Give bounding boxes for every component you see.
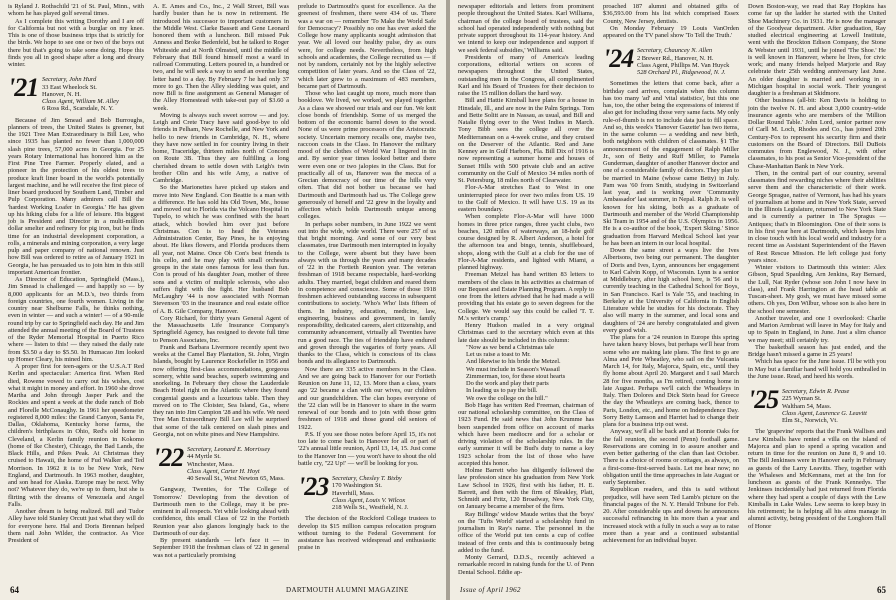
paragraph: Bill and Hattie Kimball have plans for a house in Hinsdale, Ill., and are now in the Palm Springs. Tom and Bette Solitt are in Nassau, as usual, and Bill and Natalie flying over to the West Indies in March. Tony Bibb sees the college all over the Mediterranean on a 4-week cruise, and they cruised on the Deserver of the Atlantic. Red and Jane Kenney are in Gulf Harbors, Fla. Bill Dix of 1916 is now representing a summer home and houses of Sunset Hills with 500 private club and an active community on the Gulf of Mexico 34 miles north of St. Petersburg, 18 miles north of Clearwater. [458, 97, 594, 184]
officer-line: Class Agent, Phillips M. Van Huyck [637, 61, 730, 69]
officer-line: Waltham 54, Mass. [782, 402, 832, 410]
paragraph: The basketball season has just ended, and the Bridge hasn't missed a game in 25 years! [748, 343, 886, 358]
class-officers [187, 446, 285, 482]
officer-line: Haverhill, Mass. [332, 489, 375, 497]
paragraph: A proper first for teen-agers or the U.S.A.T Red Kerlin and spectacular: America first. When Red died, Rowene vowed to carry out his wishes, cost what it might in money and effort. In 1960 she drove Martha and John through Jasper Park and the Rockies and spent a week at the dude ranch of Bob and Florelle McConaughy. In 1961 her speedometer registered 8,000 miles: the Grand Canyon, Santa Fe, Dallas, Oklahoma, Kentucky horse farms, the children's birthplaces in Ohio, Red's old home in Cleveland, a Kerlin family reunion in Kokomo (home of Ike Chester), Chicago, the Bad Lands, the Black Hills, and Pikes Peak. At Christmas they cruised to Hawaii, the home of Fud Walker and Ted Morrison. In 1962 it is to be New York, New England, and Dartmouth. In 1963 mother, daughter, and son head for Alaska. Europe may be next. Why not? Whatever they do, we're up to them, but she is flirting with the dreams of Venezuela and Angel Falls. [8, 363, 144, 508]
class-heading [153, 443, 289, 482]
paragraph: Because of Jim Smead and Bob Burroughs, planners of trees, the United States is greener, but the 1921 Tree Man Extraordinary is Bill Lee, who since 1935 has planted no fewer than 1,000,000 slash pine trees, 57,000 acres in Georgia. For 25 years Rotary International has honored him as the First Pine Tree Farmer. Properly elated, and a pioneer in the protection of his oldest trees to produce kraft liner board in the world's potentially largest machine, and he will receive the first piece of liner board produced by Southern Land, Timber and Pulp Corporation. Many admirers call Bill the 'hardest Working Loafer in Georgia.' He has given up his hiking clubs for a life of leisure. His biggest job is President and Director in a multi-million dollar smelter and refinery for pig iron, but he finds time for an industrial development corporation, a rolls, a minerals and mining corporation, a very large pulp and paper company of national renown. Just how Bill was ordered to retire as of January 1921 in Georgia, he has persuaded us to join him in this still important American frontier. [8, 116, 144, 276]
paragraph: By present standards — let's face it — in September 1918 the freshman class of '22 in general was not a particularly promising [153, 537, 289, 559]
officer-line: Class Agent, Louis V. Wilcox [332, 496, 406, 504]
class-year: '22 [153, 443, 184, 472]
right-page [450, 0, 896, 600]
class-officers [637, 47, 729, 76]
right-column-2 [603, 3, 739, 559]
paragraph: Flor-A-Mar stretches East to West in one uninterrupted piece for over two miles from US. 19 to the Gulf of Mexico. It will have U.S. 19 as its eastern boundary. [458, 184, 594, 213]
paragraph: The 'grapevine' reports that the Frank Wallises and Lew Kimballs have rented a villa on the island of Majorca and plan to spend a spring vacation and return in time for the reunion on June 8, 9 and 10. The Bill Jenkinses were in Hanover early in February as guests of the Larry Leavitts. They, together with the Whaleses and McKennans, met at the Inn for luncheon as guests of the Frank Kennedys. The Jenkinses incidentally had just returned from Florida where they had spent a couple of days with the Lew Kimballs in Lake Wales. Lew seems to keep busy in his retirement; he is helping all his aims manage in alumni activity, being president of the Longhorn Hall of Honor [748, 428, 886, 530]
left-column-1 [8, 3, 144, 559]
paragraph: Other business (all-bit: Ken Davis is holding to join the twelve N. H. and about 3,000 country-wide insurance agents who are members of the 'Million Dollar Round Table.' John Lord, senior partner now of Carll M. Loch, Rhodes and Co., has joined 20th Century-Fox to represent his security firm and their customers on the Board of Directors. Bill DuBois commutes from Englewood, N. J., with other classmates, to his post as Senior Vice-president of the Chase-Manhattan Bank in New York. [748, 97, 886, 170]
paragraph: proached 187 alumni and obtained gifts of $36,593.00 from his list which comprised Essex County, New Jersey, dentists. [603, 3, 739, 25]
officer-line: Elm St., Norwich, Vt. [782, 417, 838, 424]
paragraph: Republican readers, and this is said without prejudice, will have seen Ted Lamb's picture on the financial pages of the N. Y. Herald Tribune for Feb. 20. After considerable ups and downs he announces successful refinancing in his more than a year and increased stock with a fully in such a way as to raise more than a year and a continued substantial achievement for an individual buyer. [603, 486, 739, 544]
class-officers [782, 388, 867, 424]
officer-line: 44 Myrtle St. [187, 453, 221, 461]
paragraph: Holme Barrett who has diligently followed the law profession since his graduation from New York Law School in 1926, first with his father, H. E. Barrett, and then with the firm of Bleakley, Platt, Schmidt and Fritz, 120 Broadway, New York City, on January became a member of the firm. [458, 467, 594, 511]
paragraph: Then, in the central part of our country, several classmates find rewarding niches where their abilities serve them and the characteristic of their work. George Sprague, native of Vermont, has had his years of journalism at home and in New York State, served in the Illinois Legislature, returned to New York State and is currently a partner in The Spragus — Antiques; that's in Bloomington. One of their sons is in his first year here at Dartmouth, which keeps him in close touch with his local world and industry for a recent time as Assistant Superintendent of the Haven of Rest Rescue Mission. He left college just forty years since. [748, 169, 886, 264]
officer-line: Secretary, Chesley T. Bixby [332, 475, 402, 482]
officer-line: Winchester, Mass. [187, 460, 234, 468]
officer-line: Class Agent, Carter H. Hoyt [187, 467, 260, 475]
officer-line: Secretary, Chauncey N. Allen [637, 47, 713, 55]
paragraph: Now there are 335 active members in the Class. And we are going back to Hanover for our Fortieth Reunion on June 11, 12, 13. More than a class, years ago '22 became a clan with our wives, our children and our grandchildren. The clan hopes everyone of the '22 clan will be in Hanover to share in the warm renewal of our bonds and to join with those grim freshmen of 1918 and those grand old seniors of 1922. [298, 365, 436, 431]
verse: "Now as we bend a Christmas tale Let us raise a toast to Mr. And likewise to his bride the Metzel. We must include in Season's Wassail Zimmerman, too, for these stout hearts Do the work and play their parts In leading us to pay the bill. We owe the college on the hill." [466, 343, 566, 402]
paragraph: As Director of Education, Springfield (Mass.), Jim Smead is challenged — and happily so — by 8,000 applicants for an M.D.'s, two thirds from foreign countries, one fourth women. Living in the country near Shelburne Falls, he thinks nothing, even in winter — and such a winter! — of a 90-mile round trip by car to Springfield each day. He and Jim attended the annual meeting of the Board of Trustees of the Ryder Memorial Hospital in Puerto Rico where — listen to this! — they raised the daily rate from $3.50 a day to $5.50. In Humacao Jim looked up Homer Cleary, his mined him. [8, 276, 144, 363]
paragraph: Down Boston-way, we read that Ray Hopkins has come far up the ladder he started with the United Shoe Machinery Co. in 1931. He is now the manager of the Goodyear department. After graduation, Ray studied electrical engineering at Lowell Institute, went with the Brockton Edison Company, the Stone & Webster until 1931, until he joined 'The Shoe.' He is well known in Hanover, where he lives, for civic work; and many friends helped Marjorie and Ray celebrate their 25th wedding anniversary last June. An older daughter is married and working in a Michigan hospital in social work. Their youngest daughter is a freshman at Skidmore. [748, 3, 886, 97]
class-year: '21 [8, 73, 39, 103]
left-page [0, 0, 446, 600]
class-heading [748, 385, 886, 424]
officer-line: 6 Ross Rd., Scarsdale, N. Y. [42, 105, 114, 113]
officer-line: Class Agent, William M. Alley [42, 98, 119, 105]
paragraph: P.S. If you see those notes before April 15, it's not too late to come back to Hanover for all or part of '22's annual little reunion, April 13, 14, 15. Just come to the Hanover Inn — you won't have to shout the old battle cry, ''22 Up!' — we'll be looking for you. [298, 430, 436, 467]
left-column-3 [298, 3, 436, 559]
paragraph: Monty Gerrard, D.D.S., recently achieved a remarkable record in raising funds for the U. of Penn Dental School. Eddie ap- [458, 554, 594, 576]
right-column-1 [458, 3, 594, 576]
officer-line: 225 Wyman St. [782, 395, 822, 403]
officer-line: 170 Washington St. [332, 482, 382, 490]
paragraph: Anyway, we'll all be back and at Bonnie Oaks for the fall reunion, the second (Penn) football game. Reservations are coming in to assure another and even better gathering of the clan than last October. There is a choice of rooms or cottages, as always, on a first-come-first-served basis. Let me hear now; no obligation until the time approaches in late August or early September. [603, 428, 739, 486]
paragraph: The plans for a '24 reunion in Europe this spring have taken heavy blows, but perhaps we'll hear from some who are making late plans. The first to go are Alma and Pete Wheatley, who sail on the Vulcania March 14, for Italy, Majorca, Spain, etc., until they fly home about April 20. Margaret and I sail March 28 for five months, as I'm retired, coming home in late August. Perhaps we'll catch the Wheatleys in Italy. Then Dolores and Dick Stein head for Greece the day the Wheatleys are coming back, thence to Paris, London, etc., and home on Independence Day. Sorry Betty Lamson and Harriet had to change their plans for a business trip out west. [603, 334, 739, 428]
officer-line: 218 Wells St., Westfield, N. J. [332, 504, 409, 511]
paragraph: newspaper editorials and letters from prominent people throughout the United States. Karl Williams, chairman of the college board of trustees, said the school had operated independently with nothing but private support throughout its 114-year history. And we intend to keep our independence and support if we seek federal subsidies,' Williams said. [458, 3, 594, 54]
paragraph: Henry Hudson mailed in a very original Christmas card to the secretary which even at this late date should be included in this column: [458, 322, 594, 344]
paragraph: Presidents of many of America's leading corporations, editorial writers on scores of newspapers throughout the United States, outstanding men in the Congress, all complimented Karl and his Board of Trustees for their decision to raise the 15 million dollars the hard way. [458, 53, 594, 97]
class-year: '25 [748, 385, 779, 414]
footer-issue-date: Issue of April 1962 [460, 586, 521, 594]
paragraph: The decision of the Rockford College trustees to develop its $15 million campus relocation program without turning to the Federal Government for assistance has received widespread and enthusiastic praise in [298, 515, 436, 552]
paragraph: Those who last caught up more, much more than booklove. We lived, we worked, we played together. As a class we showed our trials and our fun. We knit close bonds of friendship. Some of us merged the bottom of the economic barrel down to the wood. None of us were prime processors of the Aristocratic society. Uncertain memory recalls one, maybe two, raccoon coats in the Class. In Hanover the military mood of the clothes of World War I lingered in tin and. By senior year times looked better and there were even one or two jalopies in the Class. But for practically all of us, Hanover was the mecca of a Grecian democracy of our time of the hills very often. That did not bother us because we had Dartmouth and Dartmouth had us. The College grew generously of herself and '22 grew in the loyalty and affection which holds Dartmouth unique among colleges. [298, 90, 436, 221]
class-heading [603, 44, 739, 76]
paragraph: Freeman Metzel has hand written 83 letters to members of the class in his activities as chairman of our Bequest and Estate Planning Program. A reply to one from the letters advised that he had made a will providing that his estate go to seven degrees for the College. We would say this could be called 'T. T. M.'s writer's cramp.' [458, 271, 594, 322]
paragraph: Bob Hage has written Red Freeman, chairman of our national scholarship committee, on the Class of 1923 Fund. He said news that John Krumme has been suspended from office on account of marks which have been mediocre and for a scholar or driving violation of the scholarship rules. In the early summer it will be Bud's duty to name a key 1923 scholar from the list of those who have accepted this honor. [458, 401, 594, 467]
paragraph: When complete Flor-A-Mar will have 1000 homes in three price ranges, three yacht clubs, two beaches, 120 miles of waterways, an 18-hole golf course designed by R. Albert Anderson, a hotel for the afternoon tea and bingo, tennis, shuffleboard, shops, along with the Gulf at a club for the use of Flor-A-Mar residents, and lighted with Miami, a planned highway. [458, 213, 594, 271]
paragraph: Cory Richard, for thirty years General Agent of the Massachusetts Life Insurance Company's Springfield Agency, has resigned to devote full time to Penson Associates, Inc. [153, 314, 289, 344]
paragraph: Winter visitors to Dartmouth this winter: Alex Gibson, Spud Spaulding, Arn Jenkins, Ray Bernard, the Lull, Nat Ryder (whose son John I now have in class), and Frank Harrington at the head table at Tuscan-sheet. My gosh, we must have missed some others. Oh yes, Don Wilbur, whose son is also here in the school one semester. [748, 264, 886, 315]
paragraph: So the Marionettes have picked up stakes and move into New England. Con Beattie is a man with a difference. He has sold his Old Town, Me., house and moved out to Florida via the Volcano Hospital in Tupelo, to which he was confined with the heart attack, which bowled him over just before Christmas. Con is to head the Veterans Administration Center, Bay Pines, he is enjoying about. He likes flowers, and Florida produces them all year, not Maine. Once Ob Con's best friends is his cello, and he may play with small orchestra groups in the state ones famous for less than fun. Con is proud of his daughter Joan, mother of three sons and a victim of multiple sclerosis, who also suffers fight with the fight. Her husband Bob McLaughry '44 is now associated with Norman Stevenson '03 in the insurance and real estate office of A. B. Gile Company, Hanover. [153, 184, 289, 315]
officer-line: Secretary, John Hurd [42, 76, 97, 84]
class-heading [8, 73, 144, 113]
footer-magazine-name: DARTMOUTH ALUMNI MAGAZINE [286, 586, 409, 594]
paragraph: On Monday February 19 Louis VanOrden appeared on the TV panel show 'To Tell the Truth.' [603, 24, 739, 39]
paragraph: Another dream is being realized. Bill and Tudor Alley have told Stanley Orcutt just what they will do for everyone here. Hal and Doris Brennan helped them nail John Wilder, the contractor. As Vice President of [8, 508, 144, 544]
paragraph: Another traveler, and one I overlooked: Charlie and Marion Armbrust will leave in May for Italy and up to Spain in England, in June. Just a slim chance we may meet; still certainly try. [748, 314, 886, 344]
paragraph: In perhaps sober numbers, in June 1922 we went out into the wide, wide world. There were 257 of us that bright morning. And some of our very best classmates, true Dartmouth men interrupted in loyalty to the College, were absent but they have been always with us through the years and many decades of '22 in the Fortieth Reunion year. The veteran freshman of 1918 became respectable, hard-working adults. They married, begat children and reared them in competence and conscience. Some of those 1918 freshmen achieved outstanding success in subsequent contributions to society. 'Who's Who' lists fifteen of them. In industry, education, medicine, law, engineering, business and government, in family responsibility, dedicated careers, alert citizenship, and community advancement, virtually all Twenties have run a good race. The ties of friendship have endured and grown through the vagaries of forty years. All thanks to the Class, which is conscious of its class bonds and its allegiance to Dartmouth. [298, 220, 436, 366]
page-number-left: 64 [10, 585, 19, 595]
officer-line: Class Agent, Laurence G. Leavitt [782, 409, 867, 417]
paragraph: prelude to Dartmouth's quest for excellence. As the greenest of freshmen, there were 434 of us. There was a war on — remember 'To Make the World Safe for Democracy'? Possibly no one has ever asked the College how many applicants sought admission that year. We all loved our healthy pulse, dry as ours were, for college needs. Nevertheless, from high schools and academies, the College recruited us — if not by random, certainly not by the highly selective competition of later years. And so the Class of '22, which later grew to a maximum of 483 members, became part of Dartmouth. [298, 3, 436, 90]
officer-line: 40 Sewall St., West Newton 65, Mass. [187, 475, 285, 482]
paragraph: Moving is always such sweet sorrow — and joy. Leigh and Crete Tracy have said good-bye to old friends in Pelham, New Rochelle, and New York and hello to new friends in Cambridge, N. H., where they have now settled in for country living in their home, Traceridge, thirteen miles north of Concord on Route 3B. Thus they are fulfilling a long cherished dream to settle down with Leigh's twin brother Olin and his wife Amy, a native of Cambridge. [153, 111, 289, 184]
officer-line: 528 Orchard Pl., Ridgewood, N. J. [637, 69, 726, 76]
paragraph: Which has space for the June issue. I'll be with you in May but a familiar hand will hold you enthralled in the June issue. Read, and heed his words. [748, 358, 886, 380]
officer-line: 33 East Wheelock St. [42, 83, 97, 91]
paragraph: As I complete this writing Dorothy and I are off for California but not with a burglar on my knee. This is one of those business trips that is strictly for the birds. We hope to see one or two of the boys out there but that's going to take some doing. Hope this finds you all in good shape after a long and dreary winter. [8, 17, 144, 68]
right-column-3 [748, 3, 886, 559]
paragraph: Down the same street a ways live the Ives Albertsons, two being our permanent. The daughter of Doris and Ives, Lynn, announces her engagement to Karl Calvin Kopp, of Wisconsin. Lynn is a senior at Middlebury, after high school here, is '56 and is currently teaching in the Cathedral School for Boys, in San Francisco. Karl is Yale '55, and teaching in Berkeley at the University of California in English Literature while he studies for his doctorate. They also will marry in the summer, and local sons and daughters of '24 are hereby congratulated and given every good wish. [603, 247, 739, 334]
officer-line: Secretary, Edwin R. Pease [782, 388, 850, 395]
class-officers [332, 475, 409, 511]
page-number-right: 65 [877, 585, 886, 595]
officer-line: 2 Brewer Rd., Hanover, N. H. [637, 54, 714, 62]
paragraph: Sometimes the letters that come back, after a birthday card arrives, complain when this column has too many 'ad' and 'vital statistics', but this one has, too, the other being the expressions of interest if also get for including those very same facts. My only rule-of-thumb is not to include data just to fill space. And so, this week's 'Hanover Gazette' has two items, in the same column — a wedding and new birth, both neighbors with children of classmates. §1 The announcement of the engagement of Ralph Miller Jr., son of Betty and Ruff Miller, to Pamela Gunderman, daughter of another Hanover doctor and one of a considerable family of doctors. They plan to be married in Maine (whose came Betty) in July. Pam was '60 from Smith, studying in Switzerland last year, and is working over 'Community Ambassador' last summer, in Nepal. Ralph Jr. is well known for his skiing, both as a graduate of Dartmouth and member of the World Championship Ski Team in 1954 and of the U.S. Olympics in 1956. He is a co-author of the book, 'Expert Skiing.' Since graduation from Harvard Medical School last year he has been an intern in our local hospital. [603, 80, 739, 247]
class-heading [298, 472, 436, 511]
paragraph: Frank and Barbara Livermore recently spent two weeks at the Camel Bay Plantation, St. John, Virgin Islands, bought by Laurence Rockefeller in 1956 and now offering first-class accommodations, gorgeous scenery, white sand beaches, superb swimming and snorkeling. In February they chose the Lauderdale Beach Hotel right on the Atlantic where they found congenial guests and a luxurious table. Then they moved on to The Cloister, Sea Island, Ga., where they ran into Jim Campion '28 and his wife. We need Tree Man Extraordinary Bill Lee will be surprised that some of the talk centered on slash pines and Georgia, not on white pines and New Hampshire. [153, 343, 289, 438]
class-year: '24 [603, 44, 634, 74]
class-year: '23 [298, 472, 329, 501]
officer-line: Secretary, Leonard E. Morrissey [187, 446, 271, 453]
officer-line: Hanover, N. H. [42, 90, 81, 98]
paragraph: Gangway, Twenties, for 'The College of Tomorrow.' Developing from the devotion of Dartmouth men to the College, may it be pre-eminent in all respects. Yet while looking ahead with confidence, this small Class of '22 in the Fortieth Reunion year also glances longingly back to the Dartmouth of our day. [153, 486, 289, 537]
left-column-2 [153, 3, 289, 559]
paragraph: A. E. Ames and Co., Inc., 2 Wall Street, Bill was hardly busier than he is now in retirement. He introduced his successor to important customers in the Middle West. Clarke Bassett and Gene Leonard honored them with a luncheon. Bill missed Puk Anness and Broke Bedenfeld, but he talked to Roger Whiteside and at North Olmsted, until the middle of February that Bill found himself most a ward in railroad Commuting. Letters poured in, a hundred or two, and he will seek a way to send an overdue long letter hand to a day. By February 7 he had only 37 more to go. Then the Alley sledding was quiet, and now Bill is fine assignment as General Manager of the Alley Homestead with take-out pay of $3.60 a week. [153, 3, 289, 112]
paragraph: Ray Billings' widow Maude writes that the 'boys' on the 'Tufts World' started a scholarship fund in journalism in Ray's name. The personnel in the office of the World put ten cents a cup of coffee instead of five cents and this is continuously being added to the fund. [458, 510, 594, 554]
class-officers [42, 76, 119, 112]
paragraph: is Ryland J. Rothschild '21 of St. Paul, Minn., with whom he has played golf several times. [8, 3, 144, 18]
